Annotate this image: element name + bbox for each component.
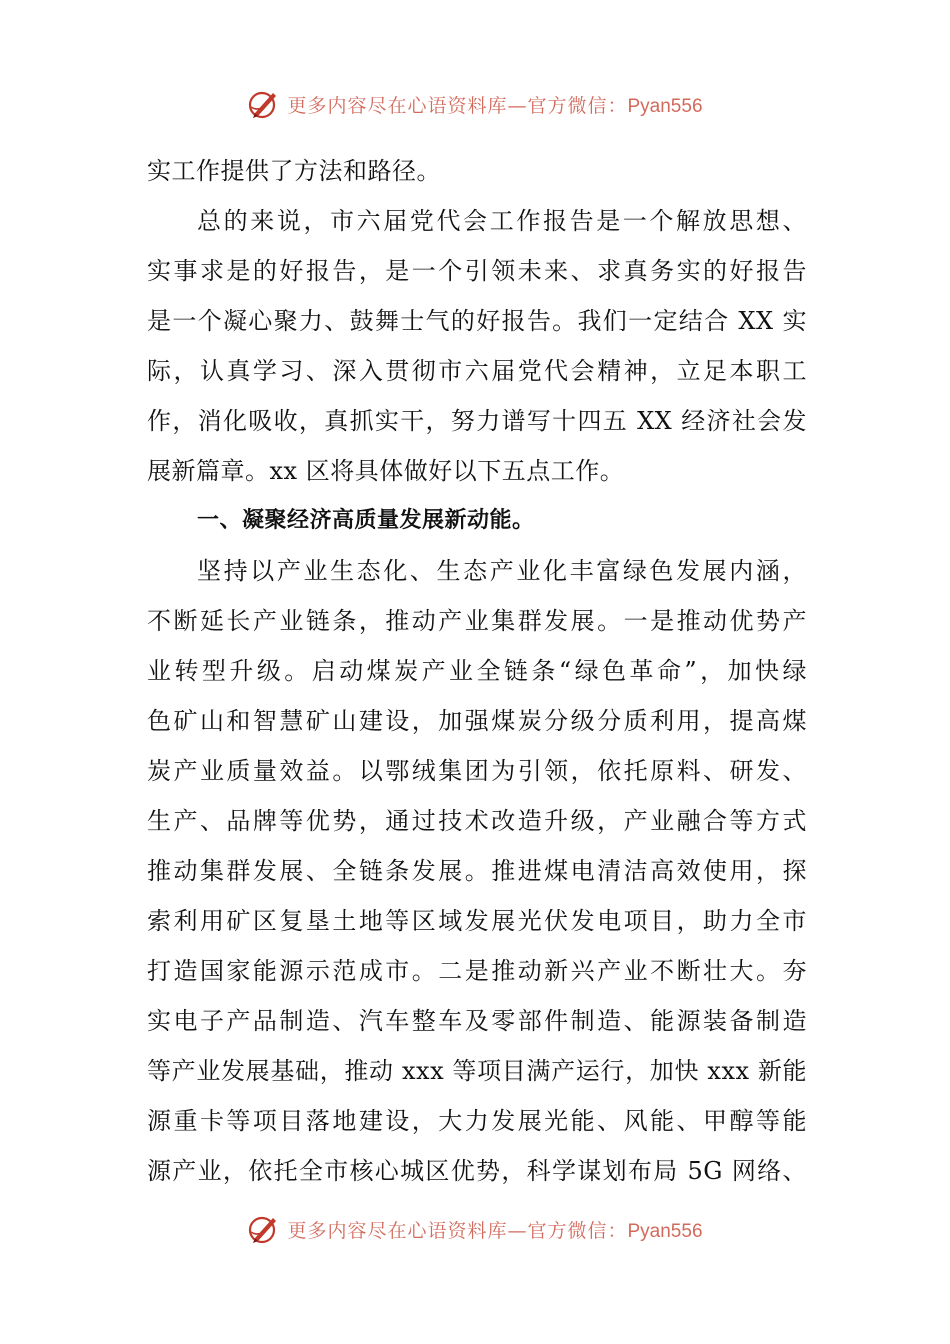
body-line: 总的来说，市六届党代会工作报告是一个解放思想、 [197, 207, 807, 235]
header-handle: Pyan556 [627, 95, 703, 117]
pen-logo-icon [247, 1212, 281, 1246]
header-watermark [0, 84, 950, 124]
body-line: 实事求是的好报告，是一个引领未来、求真务实的好报告 [147, 257, 807, 285]
body-line: 炭产业质量效益。以鄂绒集团为引领，依托原料、研发、 [147, 757, 807, 785]
body-line: 际，认真学习、深入贯彻市六届党代会精神，立足本职工 [147, 357, 807, 385]
body-line: 推动集群发展、全链条发展。推进煤电清洁高效使用，探 [147, 857, 807, 885]
body-line: 打造国家能源示范成市。二是推动新兴产业不断壮大。夯 [147, 957, 807, 985]
body-line: 源产业，依托全市核心城区优势，科学谋划布局 5G 网络、 [147, 1157, 807, 1185]
header-watermark-text [287, 91, 702, 118]
footer-watermark-text [287, 1216, 702, 1243]
body-line: 源重卡等项目落地建设，大力发展光能、风能、甲醇等能 [147, 1107, 807, 1135]
header-text: 更多内容尽在心语资料库—官方微信： [287, 94, 628, 117]
body-line: 实工作提供了方法和路径。 [147, 157, 441, 185]
body-line: 实电子产品制造、汽车整车及零部件制造、能源装备制造 [147, 1007, 807, 1035]
footer-watermark [0, 1209, 950, 1249]
document-body [147, 146, 807, 1196]
footer-handle: Pyan556 [627, 1220, 703, 1242]
body-line: 色矿山和智慧矿山建设，加强煤炭分级分质利用，提高煤 [147, 707, 807, 735]
body-line: 坚持以产业生态化、生态产业化丰富绿色发展内涵， [197, 557, 807, 585]
body-line: 索利用矿区复垦土地等区域发展光伏发电项目，助力全市 [147, 907, 807, 935]
body-line: 生产、品牌等优势，通过技术改造升级，产业融合等方式 [147, 807, 807, 835]
body-line: 业转型升级。启动煤炭产业全链条“绿色革命”，加快绿 [147, 657, 807, 685]
body-line: 展新篇章。xx 区将具体做好以下五点工作。 [147, 457, 625, 485]
pen-logo-icon [247, 87, 281, 121]
footer-text: 更多内容尽在心语资料库—官方微信： [287, 1219, 628, 1242]
body-line: 是一个凝心聚力、鼓舞士气的好报告。我们一定结合 XX 实 [147, 307, 807, 335]
body-line: 作，消化吸收，真抓实干，努力谱写十四五 XX 经济社会发 [147, 407, 807, 435]
body-line: 等产业发展基础，推动 xxx 等项目满产运行，加快 xxx 新能 [147, 1057, 807, 1085]
body-line: 不断延长产业链条，推动产业集群发展。一是推动优势产 [147, 607, 807, 635]
section-heading: 一、凝聚经济高质量发展新动能。 [197, 508, 535, 533]
